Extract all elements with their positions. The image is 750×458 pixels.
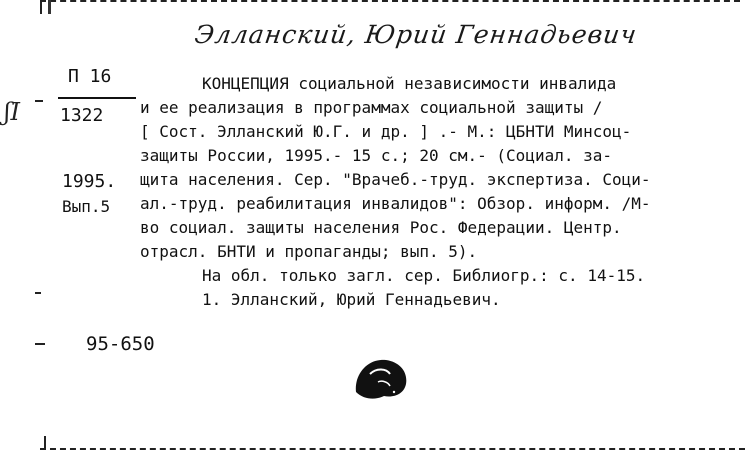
- description-line: ал.-труд. реабилитация инвалидов": Обзор. информ. /М-: [140, 194, 651, 213]
- call-number-class: П 16: [68, 66, 112, 87]
- call-number-number: 1322: [60, 105, 104, 126]
- left-margin-tick: [35, 292, 41, 294]
- description-line: и ее реализация в программах социальной защиты /: [140, 98, 603, 117]
- card-top-edge: [40, 0, 740, 5]
- handwritten-author-heading: Элланский, Юрий Геннадьевич: [192, 20, 640, 49]
- description-line: защиты России, 1995.- 15 с.; 20 см.- (Социал. за-: [140, 146, 613, 165]
- card-bottom-edge: [40, 448, 745, 450]
- call-number-issue: Вып.5: [62, 197, 111, 216]
- description-line: отрасл. БНТИ и пропаганды; вып. 5).: [140, 242, 478, 261]
- left-margin-tick: [35, 100, 43, 102]
- bibliographic-note: На обл. только загл. сер. Библиогр.: с. 14-15.: [202, 266, 646, 285]
- call-number-rule: [58, 97, 136, 99]
- description-line: КОНЦЕПЦИЯ социальной независимости инвалида: [202, 74, 617, 93]
- description-line: [ Сост. Элланский Ю.Г. и др. ] .- М.: ЦБНТИ Минсоц-: [140, 122, 632, 141]
- card-top-left-tick: [40, 0, 42, 14]
- description-line: щита населения. Сер. "Врачеб.-труд. экспертиза. Соци-: [140, 170, 651, 189]
- margin-handwritten-mark: ʃI: [4, 98, 20, 126]
- ink-blot-mark: [350, 352, 412, 402]
- bibliographic-description: [140, 72, 745, 312]
- inventory-number: 95-650: [86, 333, 155, 355]
- left-edge-fragment: [48, 0, 51, 14]
- call-number-year: 1995.: [62, 171, 117, 192]
- left-margin-tick: [35, 343, 45, 345]
- description-line: во социал. защиты населения Рос. Федерации. Центр.: [140, 218, 622, 237]
- author-tracing: 1. Элланский, Юрий Геннадьевич.: [202, 290, 501, 309]
- card-bottom-left-tick: [44, 436, 46, 450]
